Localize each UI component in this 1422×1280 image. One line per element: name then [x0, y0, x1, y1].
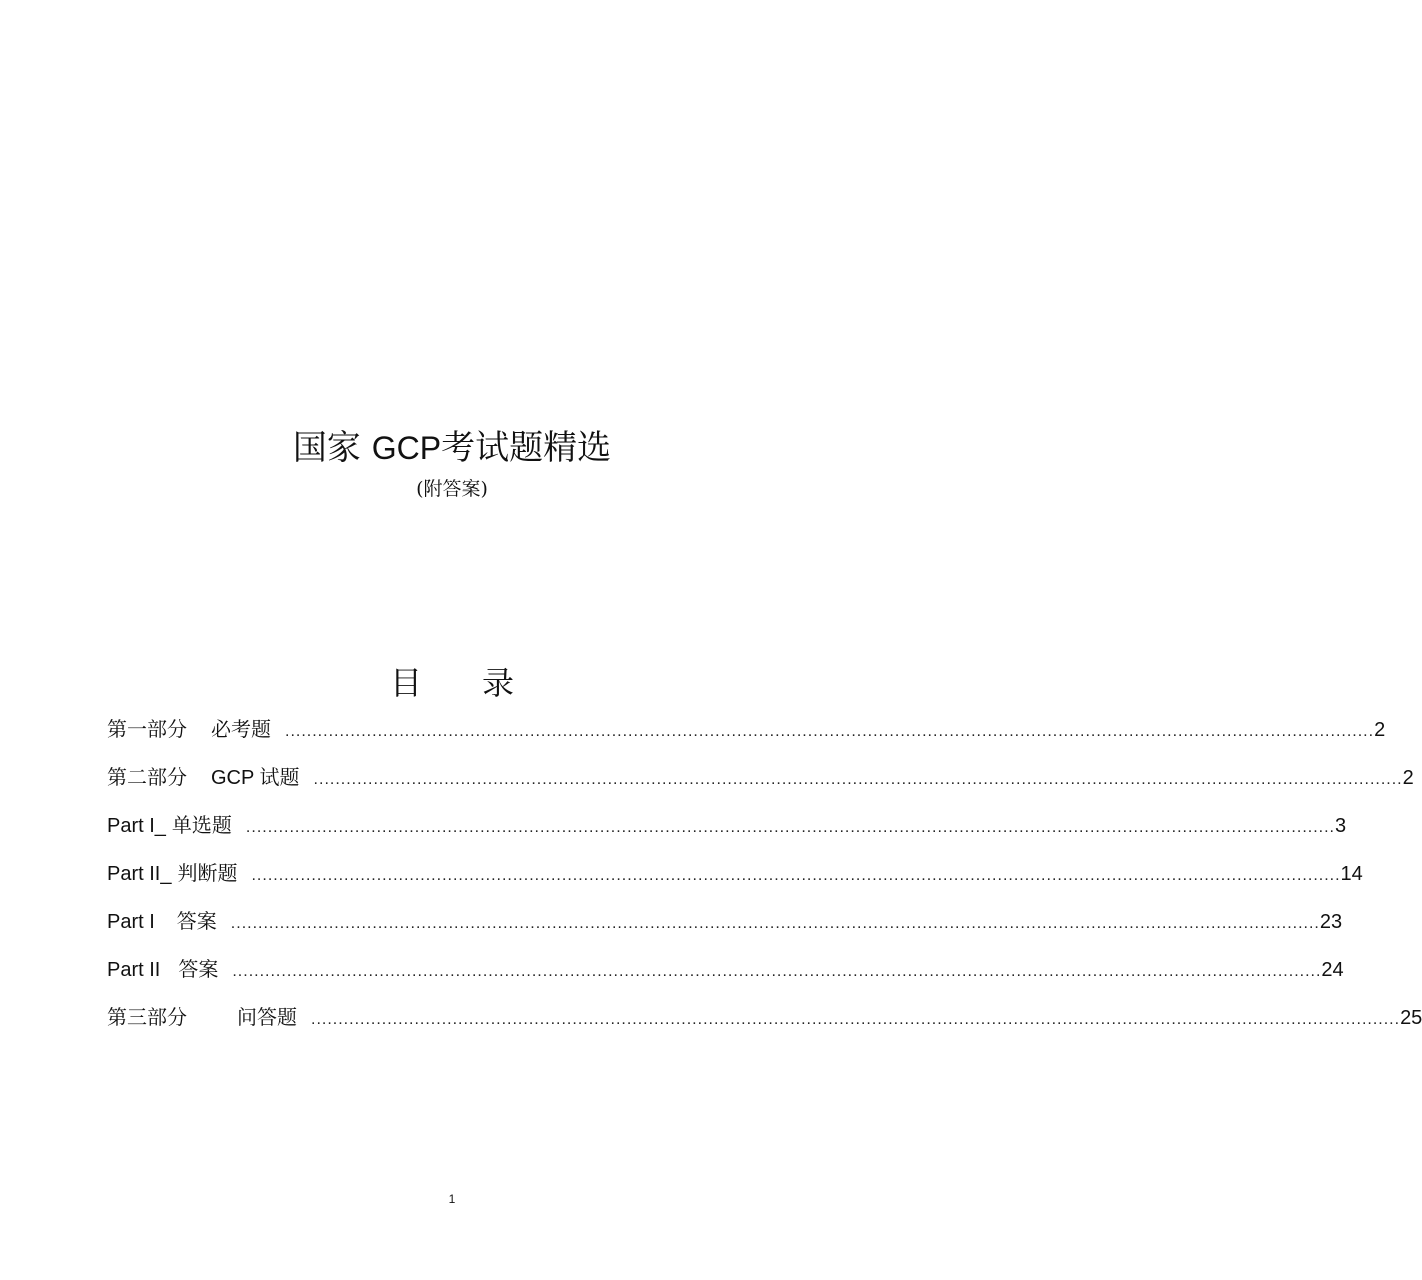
- title-part-1: 国家: [292, 428, 372, 468]
- toc-leader-dots: ........................................................................................................................................................................................................: [232, 963, 1322, 980]
- toc-entry-label: [107, 1000, 311, 1034]
- toc-entry[interactable]: [107, 712, 1386, 760]
- page-number: 1: [448, 1192, 456, 1206]
- toc-heading: [0, 658, 904, 704]
- toc-entry-name: 必考题: [211, 717, 271, 741]
- toc-entry[interactable]: [107, 808, 1347, 856]
- toc-entry-page: 2: [1374, 719, 1386, 741]
- toc-entry[interactable]: [107, 904, 1343, 952]
- toc-entry[interactable]: [107, 952, 1344, 1000]
- toc-entry-prefix: 第一部分: [107, 717, 187, 741]
- toc-entry-prefix: 第三部分: [107, 1005, 187, 1029]
- toc-entry-name: 判断题: [177, 861, 238, 885]
- document-subtitle: (附答案): [416, 478, 488, 500]
- toc-entry-label: [107, 856, 251, 891]
- toc-entry-prefix: Part I: [107, 911, 155, 933]
- title-part-3: 考试题精选: [441, 428, 612, 468]
- toc-entry-name: 答案: [176, 909, 217, 933]
- toc-entry-page: 3: [1334, 815, 1347, 837]
- toc-leader-dots: ........................................................................................................................................................................................................: [285, 723, 1375, 740]
- toc-leader-dots: ........................................................................................................................................................................................................: [311, 1011, 1401, 1028]
- toc-leader-dots: ........................................................................................................................................................................................................: [245, 819, 1335, 836]
- toc-entry-page: 14: [1340, 863, 1363, 885]
- toc-leader-dots: ........................................................................................................................................................................................................: [251, 867, 1341, 884]
- title-part-2: GCP: [371, 430, 442, 466]
- toc-entry-page: 24: [1321, 959, 1344, 981]
- toc-entry-label: [107, 904, 231, 939]
- toc-leader-dots: ........................................................................................................................................................................................................: [313, 771, 1403, 788]
- toc-entry-name: 答案: [178, 957, 219, 981]
- table-of-contents: [107, 712, 1422, 1048]
- toc-leader-dots: ........................................................................................................................................................................................................: [230, 915, 1320, 932]
- toc-entry-label: [107, 760, 314, 795]
- toc-entry-name: GCP 试题: [211, 767, 300, 789]
- toc-entry-name: 单选题: [171, 813, 232, 837]
- toc-entry-page: 23: [1319, 911, 1343, 933]
- toc-entry-page: 2: [1402, 767, 1414, 789]
- toc-heading-left: 目: [389, 664, 422, 702]
- toc-entry-name: 问答题: [237, 1005, 297, 1029]
- toc-entry-label: [107, 712, 285, 746]
- toc-entry-prefix: 第二部分: [107, 765, 187, 789]
- toc-entry[interactable]: [107, 1000, 1422, 1048]
- toc-entry[interactable]: [107, 856, 1363, 904]
- toc-entry-page: 25: [1400, 1007, 1422, 1029]
- toc-heading-right: 录: [482, 664, 515, 702]
- document-title: [0, 420, 904, 469]
- toc-entry-prefix: Part I_: [107, 815, 166, 837]
- toc-entry-prefix: Part II_: [107, 863, 172, 885]
- toc-entry-label: [107, 952, 232, 987]
- toc-entry[interactable]: [107, 760, 1414, 808]
- toc-entry-prefix: Part II: [107, 959, 161, 981]
- toc-entry-label: [107, 808, 246, 843]
